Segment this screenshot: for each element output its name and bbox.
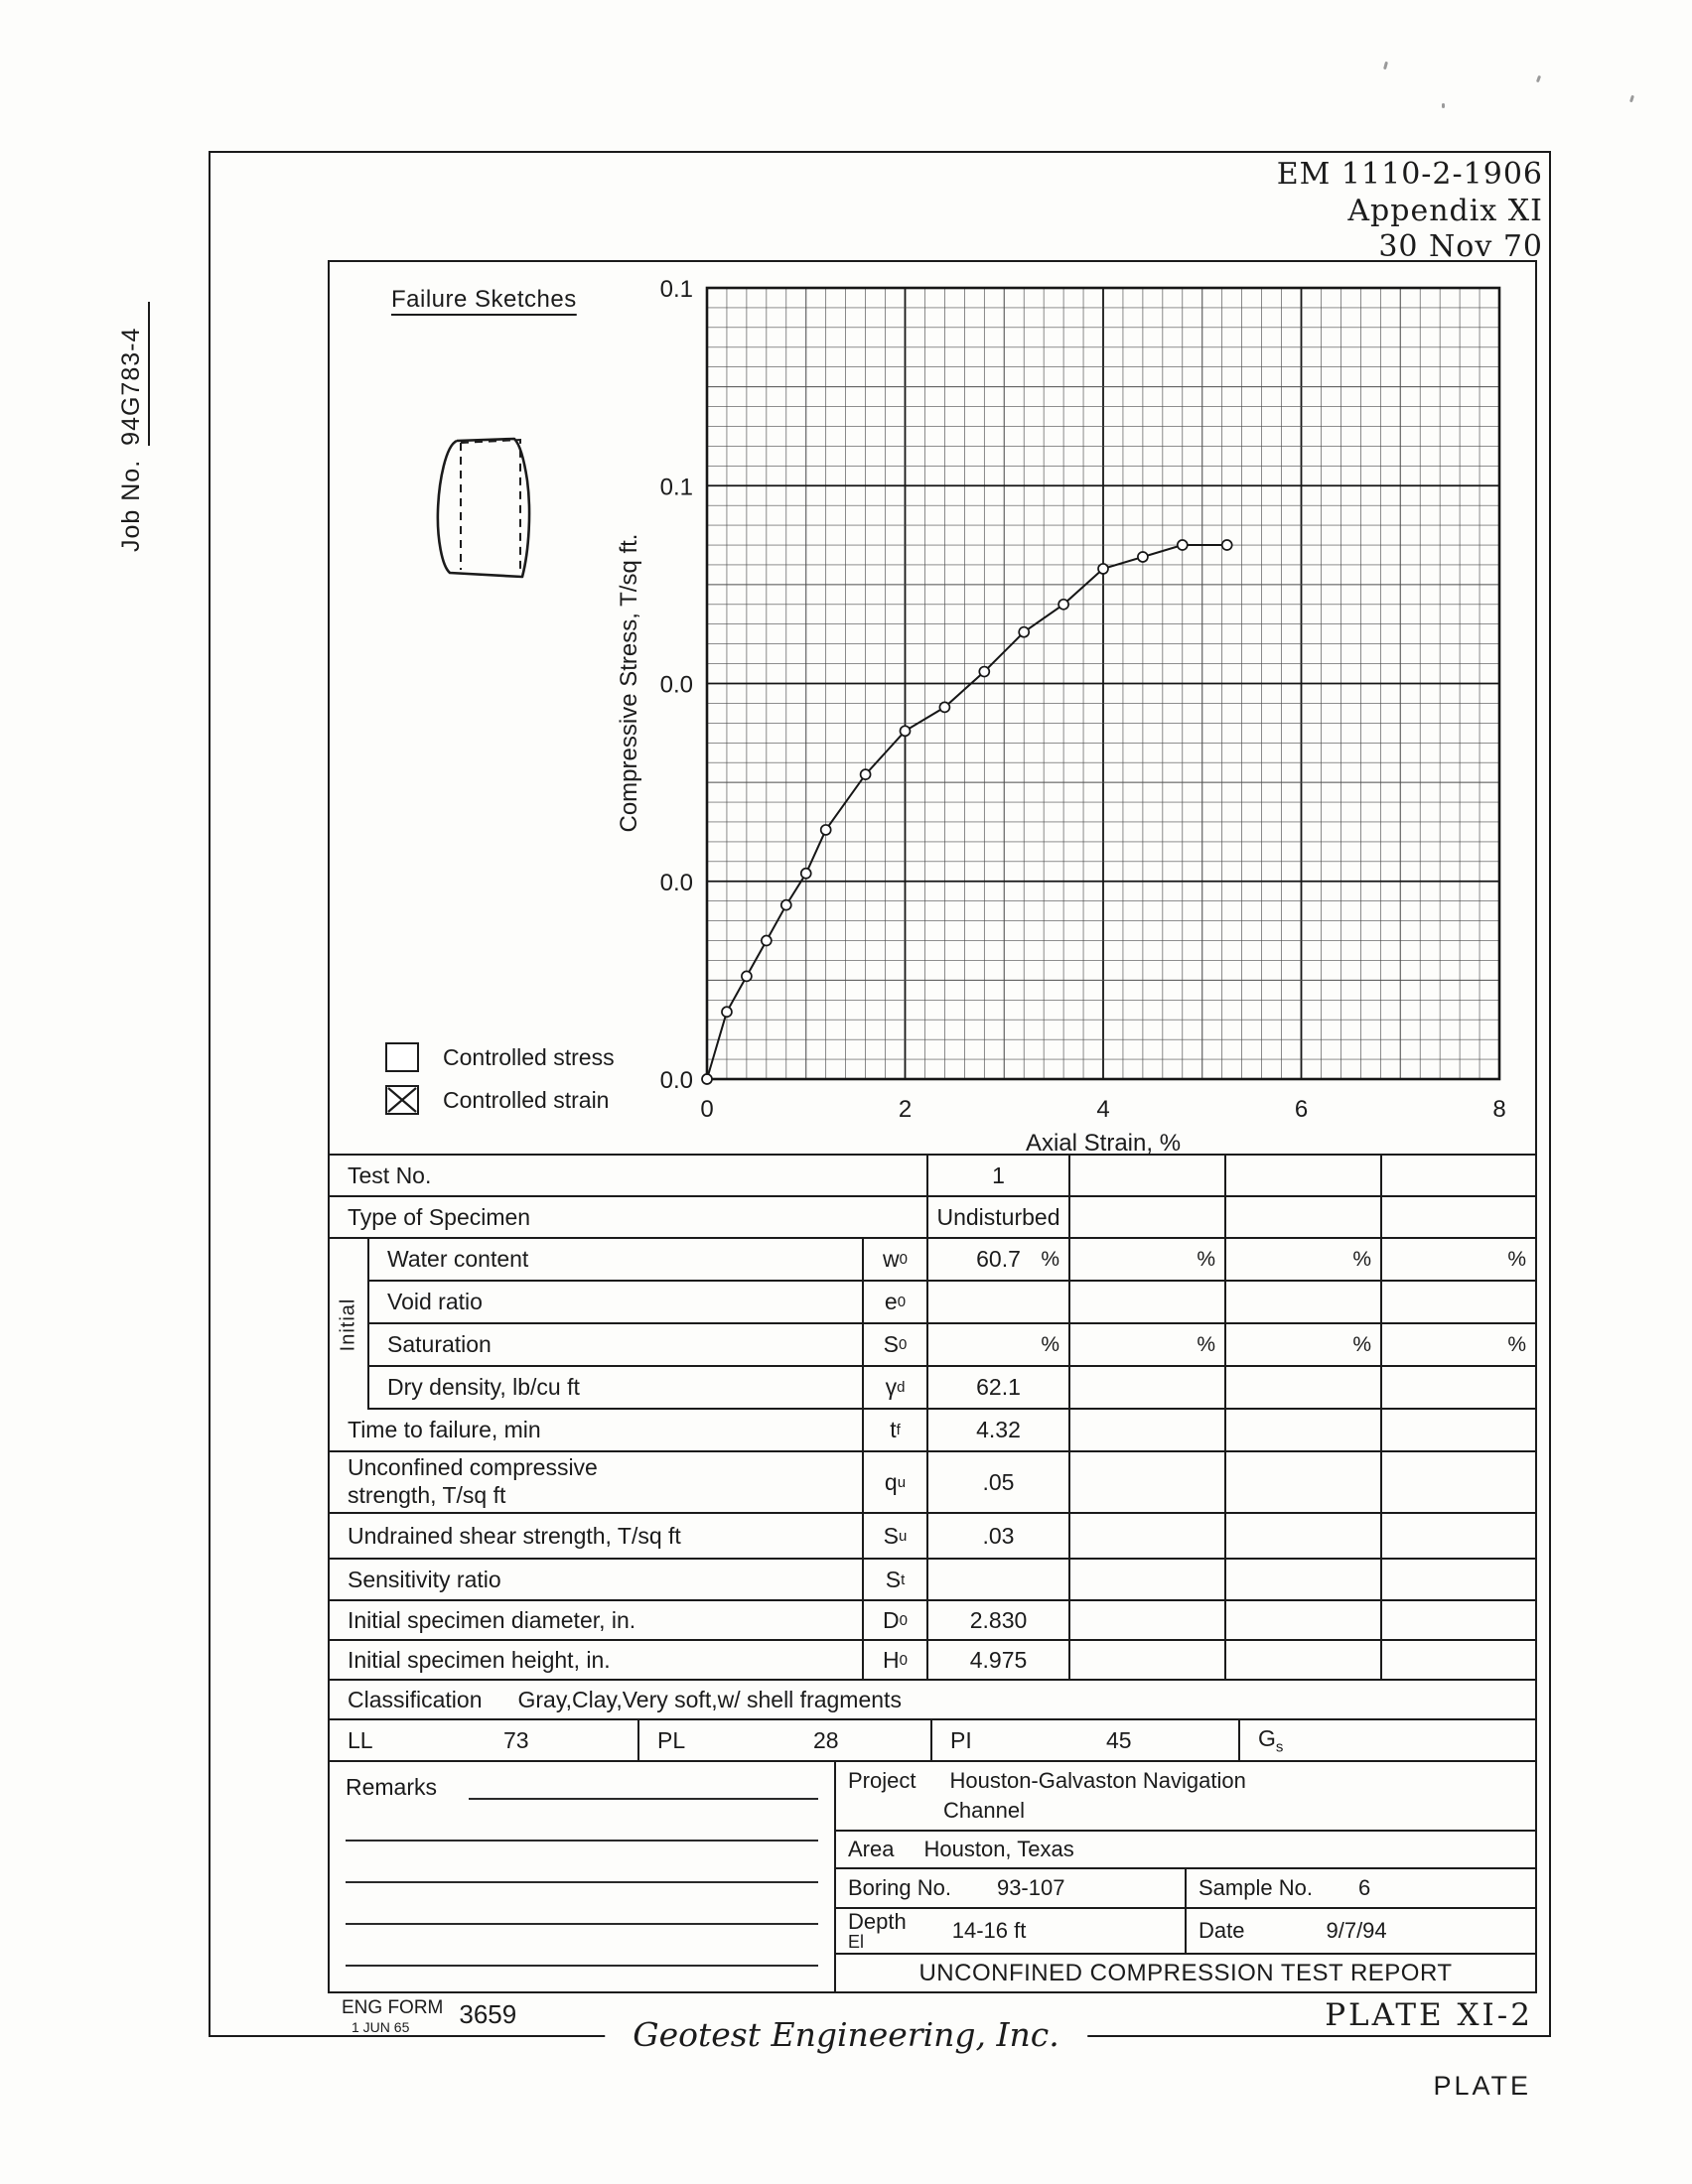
cell-value-4 — [1380, 1282, 1535, 1322]
svg-text:0.1: 0.1 — [659, 276, 693, 303]
company-name: Geotest Engineering, Inc. — [605, 2015, 1087, 2054]
cell-pl: PL 28 — [637, 1720, 930, 1760]
row-label: Type of Specimen — [348, 1203, 531, 1230]
stress-strain-chart — [330, 262, 1534, 1154]
cell-value-4: % — [1380, 1324, 1535, 1365]
cell-value-3: % — [1224, 1239, 1380, 1280]
area-label: Area — [848, 1837, 895, 1861]
test-report-form — [328, 260, 1537, 1993]
controlled-strain-checkbox — [385, 1085, 419, 1115]
row-label: Void ratio — [387, 1289, 483, 1314]
cell-value-2 — [1068, 1601, 1224, 1639]
row-symbol: γ d — [862, 1367, 926, 1408]
cell-pi: PI 45 — [930, 1720, 1238, 1760]
eng-form-block — [328, 1997, 516, 2035]
cell-value-3: % — [1224, 1324, 1380, 1365]
row-label: Dry density, lb/cu ft — [387, 1374, 580, 1400]
boring-sample-row — [836, 1869, 1535, 1909]
el-label: El — [848, 1932, 865, 1953]
cell-value-2: % — [1068, 1239, 1224, 1280]
cell-value-1: 2.830 — [926, 1601, 1068, 1639]
initial-group-rows — [369, 1239, 1535, 1410]
legend-label: Controlled stress — [443, 1043, 615, 1070]
cell-value-2 — [1068, 1514, 1224, 1558]
cell-value-1: % — [926, 1324, 1068, 1365]
plate-number: PLATE XI-2 — [1325, 1997, 1533, 2033]
legend-controlled-strain — [385, 1085, 615, 1115]
remarks-label: Remarks — [346, 1774, 438, 1800]
area-row — [836, 1832, 1535, 1869]
svg-text:8: 8 — [1492, 1096, 1506, 1123]
cell-value-1 — [926, 1282, 1068, 1322]
cell-value-4 — [1380, 1156, 1535, 1195]
area-value: Houston, Texas — [923, 1837, 1074, 1861]
scan-artifact — [1442, 103, 1445, 108]
row-symbol: H 0 — [862, 1641, 926, 1679]
table-row-void-ratio — [369, 1282, 1535, 1324]
initial-properties-group — [330, 1239, 1535, 1410]
cell-gs: $G_s$ — [1238, 1720, 1535, 1760]
table-row-specimen-diameter — [330, 1601, 1535, 1641]
project-row — [836, 1762, 1535, 1832]
svg-text:6: 6 — [1294, 1096, 1309, 1123]
cell-value-3 — [1224, 1197, 1380, 1237]
row-symbol: e 0 — [862, 1282, 926, 1322]
cell-value-4: % — [1380, 1239, 1535, 1280]
cell-value-3 — [1224, 1156, 1380, 1195]
sample-value: 6 — [1357, 1875, 1371, 1900]
table-row-time-to-failure — [330, 1410, 1535, 1452]
sample-label: Sample No. — [1198, 1875, 1313, 1900]
controlled-stress-checkbox — [385, 1042, 419, 1072]
row-label: Unconfined compressive strength, T/sq ft — [348, 1454, 598, 1508]
table-row-water-content — [369, 1239, 1535, 1282]
scan-artifact — [1629, 95, 1634, 103]
cell-value-1: 60.7 % — [926, 1239, 1068, 1280]
row-symbol: S 0 — [862, 1324, 926, 1365]
cell-ll: LL 73 — [348, 1726, 529, 1753]
row-label: Test No. — [348, 1161, 432, 1188]
svg-text:0.0: 0.0 — [659, 1067, 693, 1094]
cell-value-3 — [1224, 1560, 1380, 1599]
row-symbol: D 0 — [862, 1601, 926, 1639]
table-row-classification — [330, 1681, 1535, 1720]
classification-label: Classification — [348, 1686, 483, 1712]
report-title: UNCONFINED COMPRESSION TEST REPORT — [918, 1959, 1453, 1986]
cell-value-1 — [926, 1560, 1068, 1599]
project-name-line2: Channel — [943, 1798, 1025, 1823]
cell-value-3 — [1224, 1641, 1380, 1679]
table-row-atterberg-limits — [330, 1720, 1535, 1762]
remarks-writing-line — [346, 1965, 818, 1967]
cell-value-2 — [1068, 1282, 1224, 1322]
cell-value-3 — [1224, 1410, 1380, 1450]
row-label: Time to failure, min — [348, 1417, 541, 1442]
sample-cell — [1185, 1869, 1535, 1907]
table-row-unconfined-strength — [330, 1452, 1535, 1514]
table-row-saturation — [369, 1324, 1535, 1367]
initial-group-label: Initial — [330, 1239, 369, 1410]
cell-value-4 — [1380, 1197, 1535, 1237]
eng-form-date: 1 JUN 65 — [352, 2018, 410, 2035]
cell-value-1: Undisturbed — [926, 1197, 1068, 1237]
cell-value-1: .05 — [926, 1452, 1068, 1512]
depth-cell — [836, 1909, 1185, 1953]
row-label: Sensitivity ratio — [348, 1566, 501, 1592]
x-mark-icon — [387, 1087, 417, 1113]
row-symbol: q u — [862, 1452, 926, 1512]
depth-label: Depth — [848, 1909, 907, 1934]
cell-value-3 — [1224, 1367, 1380, 1408]
svg-text:0.0: 0.0 — [659, 869, 693, 896]
table-row-type-of-specimen — [330, 1197, 1535, 1239]
row-symbol: t f — [862, 1410, 926, 1450]
cell-value-2: % — [1068, 1324, 1224, 1365]
project-name: Houston-Galvaston Navigation — [949, 1768, 1246, 1793]
svg-text:4: 4 — [1096, 1096, 1110, 1123]
remarks-writing-line — [346, 1840, 818, 1842]
cell-value-4 — [1380, 1410, 1535, 1450]
remarks-writing-line — [346, 1881, 818, 1883]
row-label: Initial specimen height, in. — [348, 1646, 611, 1673]
table-row-test-no — [330, 1156, 1535, 1197]
table-row-undrained-shear — [330, 1514, 1535, 1560]
cell-value-1: 4.32 — [926, 1410, 1068, 1450]
classification-value: Gray,Clay,Very soft,w/ shell fragments — [517, 1686, 902, 1712]
document-header — [1277, 157, 1543, 266]
cell-value-4 — [1380, 1601, 1535, 1639]
depth-value: 14-16 ft — [951, 1918, 1027, 1943]
boring-label: Boring No. — [848, 1875, 951, 1900]
cell-value-2 — [1068, 1560, 1224, 1599]
row-label: Undrained shear strength, T/sq ft — [348, 1522, 681, 1549]
cell-value-1: 4.975 — [926, 1641, 1068, 1679]
plate-corner-label: PLATE — [1433, 2071, 1531, 2101]
table-row-dry-density — [369, 1367, 1535, 1410]
cell-value-3 — [1224, 1601, 1380, 1639]
header-date: 30 Nov 70 — [1378, 229, 1543, 265]
cell-value-1: .03 — [926, 1514, 1068, 1558]
svg-text:0.1: 0.1 — [659, 474, 693, 501]
boring-cell — [836, 1869, 1185, 1907]
y-axis-title: Compressive Stress, T/sq ft. — [616, 533, 642, 833]
cell-value-1: 1 — [926, 1156, 1068, 1195]
project-label: Project — [848, 1768, 916, 1793]
x-axis-title: Axial Strain, % — [1025, 1130, 1182, 1157]
row-label: Saturation — [387, 1331, 492, 1357]
cell-value-2 — [1068, 1197, 1224, 1237]
cell-value-2 — [1068, 1641, 1224, 1679]
chart-section — [330, 262, 1535, 1156]
cell-value-4 — [1380, 1452, 1535, 1512]
project-info-cell — [836, 1762, 1535, 1991]
row-symbol: w 0 — [862, 1239, 926, 1280]
svg-text:2: 2 — [898, 1096, 913, 1123]
cell-value-2 — [1068, 1156, 1224, 1195]
date-cell — [1185, 1909, 1535, 1953]
cell-value-3 — [1224, 1282, 1380, 1322]
header-em-number: EM 1110-2-1906 — [1276, 157, 1543, 192]
cell-value-4 — [1380, 1641, 1535, 1679]
cell-value-4 — [1380, 1560, 1535, 1599]
table-row-specimen-height — [330, 1641, 1535, 1681]
row-label: Water content — [387, 1246, 529, 1272]
cell-value-2 — [1068, 1452, 1224, 1512]
svg-text:0: 0 — [700, 1096, 714, 1123]
scan-artifact — [1536, 75, 1541, 83]
job-no-value: 94G783-4 — [117, 302, 150, 446]
remarks-writing-line — [469, 1798, 818, 1800]
eng-form-number: 3659 — [459, 1999, 517, 2029]
date-label: Date — [1198, 1918, 1245, 1943]
cell-value-4 — [1380, 1367, 1535, 1408]
job-no-label: Job No. — [117, 459, 145, 552]
eng-form-label: ENG FORM — [342, 1997, 444, 2018]
row-symbol: S u — [862, 1514, 926, 1558]
cell-value-1: 62.1 — [926, 1367, 1068, 1408]
boring-value: 93-107 — [996, 1875, 1065, 1900]
table-row-sensitivity-ratio — [330, 1560, 1535, 1601]
cell-value-2 — [1068, 1367, 1224, 1408]
cell-value-2 — [1068, 1410, 1224, 1450]
row-label: Initial specimen diameter, in. — [348, 1606, 636, 1633]
remarks-project-section — [330, 1762, 1535, 1991]
chart-legend — [385, 1042, 615, 1115]
legend-controlled-stress — [385, 1042, 615, 1072]
cell-value-4 — [1380, 1514, 1535, 1558]
report-title-row — [836, 1955, 1535, 1991]
legend-label: Controlled strain — [443, 1086, 610, 1113]
scan-artifact — [1383, 62, 1388, 70]
cell-value-3 — [1224, 1514, 1380, 1558]
job-number-sidebar — [117, 302, 146, 552]
cell-value-3 — [1224, 1452, 1380, 1512]
svg-text:0.0: 0.0 — [659, 671, 693, 699]
date-value: 9/7/94 — [1326, 1918, 1387, 1943]
remarks-writing-line — [346, 1923, 818, 1925]
remarks-cell — [330, 1762, 836, 1991]
header-appendix: Appendix XI — [1347, 193, 1543, 228]
failure-sketches-label: Failure Sketches — [391, 286, 577, 313]
row-symbol: S t — [862, 1560, 926, 1599]
depth-date-row — [836, 1909, 1535, 1955]
